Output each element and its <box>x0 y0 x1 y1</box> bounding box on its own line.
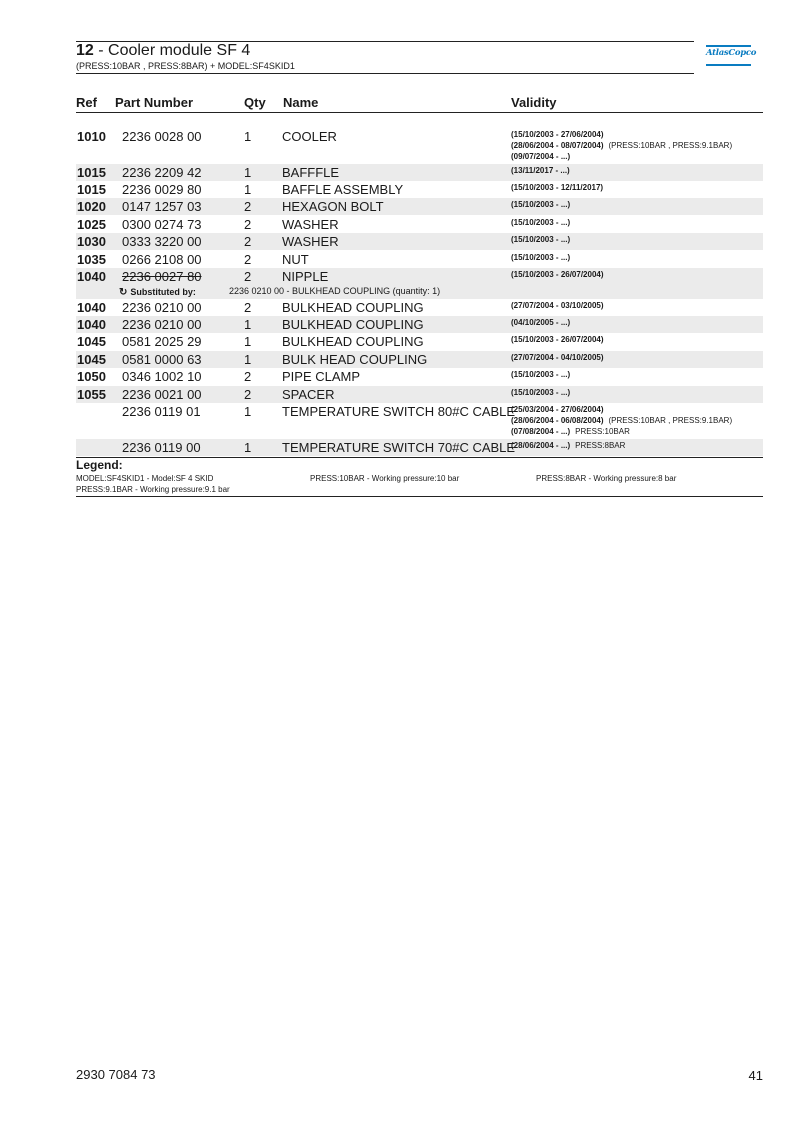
column-header-validity: Validity <box>511 95 557 110</box>
table-row <box>76 198 763 215</box>
validity-cell <box>511 182 603 193</box>
table-header-rule <box>76 112 763 113</box>
validity-date: (15/10/2003 - ...) <box>511 253 571 262</box>
validity-line <box>511 404 732 415</box>
qty-cell: 2 <box>244 300 252 315</box>
part-number-cell: 0333 3220 00 <box>122 234 202 249</box>
validity-cell <box>511 217 570 228</box>
table-row <box>76 233 763 250</box>
table-row <box>76 216 763 233</box>
part-number-cell: 2236 0028 00 <box>122 129 202 144</box>
validity-line <box>511 129 732 140</box>
substitution-label <box>119 287 196 298</box>
part-number-cell: 2236 0119 00 <box>122 440 201 455</box>
validity-cell <box>511 300 604 311</box>
validity-date: (15/10/2003 - ...) <box>511 370 571 379</box>
substitution-text: 2236 0210 00 - BULKHEAD COUPLING (quantity: 1) <box>229 286 441 296</box>
qty-cell: 1 <box>244 404 252 419</box>
validity-line <box>511 352 604 363</box>
name-cell: BAFFLE ASSEMBLY <box>282 182 404 197</box>
validity-date: (15/10/2003 - ...) <box>511 235 571 244</box>
name-cell: TEMPERATURE SWITCH 80#C CABLE <box>282 404 516 419</box>
name-cell: COOLER <box>282 129 337 144</box>
name-cell: NUT <box>282 252 309 267</box>
validity-date: (15/10/2003 - 26/07/2004) <box>511 270 604 279</box>
name-cell: PIPE CLAMP <box>282 369 361 384</box>
validity-date: (15/10/2003 - 12/11/2017) <box>511 183 604 192</box>
name-cell: BULKHEAD COUPLING <box>282 334 424 349</box>
validity-date: (07/08/2004 - ...) <box>511 427 571 436</box>
part-number-cell: 0581 2025 29 <box>122 334 202 349</box>
name-cell: TEMPERATURE SWITCH 70#C CABLE <box>282 440 516 455</box>
ref-cell: 1045 <box>77 334 106 349</box>
qty-cell: 2 <box>244 387 252 402</box>
validity-cell <box>511 269 604 280</box>
validity-date: (13/11/2017 - ...) <box>511 166 570 175</box>
qty-cell: 1 <box>244 165 252 180</box>
table-row <box>76 316 763 333</box>
validity-condition: PRESS:8BAR <box>575 441 626 450</box>
validity-date: (15/10/2003 - ...) <box>511 388 571 397</box>
logo-top-bar <box>706 45 751 47</box>
name-cell: BAFFFLE <box>282 165 340 180</box>
table-row <box>76 164 763 181</box>
qty-cell: 2 <box>244 252 252 267</box>
page-title <box>76 42 250 59</box>
table-row <box>76 386 763 403</box>
validity-line <box>511 334 604 345</box>
column-header-part-number: Part Number <box>115 95 194 110</box>
validity-line <box>511 269 604 280</box>
validity-line <box>511 317 570 328</box>
validity-cell <box>511 334 604 345</box>
part-number-cell: 2236 0119 01 <box>122 404 201 419</box>
legend-item: PRESS:8BAR - Working pressure:8 bar <box>536 474 677 483</box>
page-number: 41 <box>748 1068 763 1083</box>
ref-cell: 1040 <box>77 269 106 284</box>
name-cell: BULKHEAD COUPLING <box>282 300 424 315</box>
part-number-cell: 2236 0021 00 <box>122 387 202 402</box>
ref-cell: 1020 <box>77 199 106 214</box>
qty-cell: 2 <box>244 369 252 384</box>
table-row <box>76 251 763 268</box>
validity-cell <box>511 387 570 398</box>
part-number-cell: 2236 0210 00 <box>122 300 202 315</box>
qty-cell: 1 <box>244 352 252 367</box>
part-number-cell: 0346 1002 10 <box>122 369 202 384</box>
name-cell: BULKHEAD COUPLING <box>282 317 424 332</box>
validity-cell <box>511 129 732 162</box>
validity-line <box>511 426 732 437</box>
validity-date: (28/06/2004 - 06/08/2004) <box>511 416 604 425</box>
ref-cell: 1040 <box>77 317 106 332</box>
name-cell: WASHER <box>282 217 339 232</box>
part-number-cell: 0581 0000 63 <box>122 352 202 367</box>
table-row <box>76 128 763 164</box>
validity-date: (27/07/2004 - 04/10/2005) <box>511 353 604 362</box>
validity-cell <box>511 404 732 437</box>
part-number-cell: 0147 1257 03 <box>122 199 202 214</box>
substitution-row <box>76 285 763 299</box>
part-number-cell: 0266 2108 00 <box>122 252 202 267</box>
document-number: 2930 7084 73 <box>76 1067 156 1082</box>
validity-cell <box>511 234 570 245</box>
name-cell: NIPPLE <box>282 269 329 284</box>
ref-cell: 1040 <box>77 300 106 315</box>
section-number: 12 <box>76 42 94 59</box>
table-row <box>76 333 763 350</box>
validity-line <box>511 252 570 263</box>
validity-line <box>511 151 732 162</box>
name-cell: HEXAGON BOLT <box>282 199 384 214</box>
ref-cell: 1030 <box>77 234 106 249</box>
validity-condition: PRESS:10BAR <box>575 427 630 436</box>
table-row <box>76 181 763 198</box>
validity-date: (15/10/2003 - 27/06/2004) <box>511 130 604 139</box>
validity-cell <box>511 440 625 451</box>
table-row <box>76 439 763 456</box>
part-number-cell: 2236 2209 42 <box>122 165 202 180</box>
ref-cell: 1015 <box>77 182 106 197</box>
logo-text: AtlasCopco <box>706 48 757 58</box>
qty-cell: 1 <box>244 129 252 144</box>
ref-cell: 1055 <box>77 387 106 402</box>
validity-date: (28/06/2004 - ...) <box>511 441 571 450</box>
qty-cell: 2 <box>244 269 252 284</box>
part-number-cell: 2236 0027 80 <box>122 269 202 284</box>
header-bottom-rule <box>76 73 694 74</box>
qty-cell: 1 <box>244 182 252 197</box>
substitution-label-text: Substituted by: <box>130 287 196 297</box>
legend-title: Legend: <box>76 458 123 472</box>
validity-line <box>511 217 570 228</box>
validity-cell <box>511 317 570 328</box>
ref-cell: 1045 <box>77 352 106 367</box>
validity-cell <box>511 165 570 176</box>
validity-date: (28/06/2004 - 08/07/2004) <box>511 141 604 150</box>
part-number-cell: 2236 0029 80 <box>122 182 202 197</box>
validity-cell <box>511 199 570 210</box>
name-cell: BULK HEAD COUPLING <box>282 352 428 367</box>
validity-cell <box>511 352 604 363</box>
validity-cell <box>511 369 570 380</box>
validity-line <box>511 165 570 176</box>
column-header-ref: Ref <box>76 95 97 110</box>
legend-item: MODEL:SF4SKID1 - Model:SF 4 SKID <box>76 474 214 483</box>
table-row <box>76 368 763 385</box>
validity-line <box>511 415 732 426</box>
table-end-rule <box>76 457 763 458</box>
ref-cell: 1025 <box>77 217 106 232</box>
part-number-cell: 0300 0274 73 <box>122 217 202 232</box>
table-row <box>76 351 763 368</box>
name-cell: WASHER <box>282 234 339 249</box>
ref-cell: 1015 <box>77 165 106 180</box>
part-number-cell: 2236 0210 00 <box>122 317 202 332</box>
validity-date: (15/10/2003 - 26/07/2004) <box>511 335 604 344</box>
table-row <box>76 299 763 316</box>
qty-cell: 2 <box>244 199 252 214</box>
legend-item: PRESS:10BAR - Working pressure:10 bar <box>310 474 460 483</box>
validity-line <box>511 387 570 398</box>
qty-cell: 1 <box>244 440 252 455</box>
section-title: - Cooler module SF 4 <box>93 42 251 59</box>
validity-line <box>511 440 625 451</box>
ref-cell: 1010 <box>77 129 106 144</box>
validity-line <box>511 234 570 245</box>
refresh-icon: ↻ <box>119 287 128 298</box>
validity-line <box>511 182 603 193</box>
qty-cell: 1 <box>244 317 252 332</box>
ref-cell: 1035 <box>77 252 106 267</box>
validity-line <box>511 199 570 210</box>
qty-cell: 1 <box>244 334 252 349</box>
validity-line <box>511 369 570 380</box>
table-row <box>76 268 763 285</box>
qty-cell: 2 <box>244 234 252 249</box>
atlas-copco-logo <box>706 45 757 67</box>
validity-date: (27/07/2004 - 03/10/2005) <box>511 301 604 310</box>
validity-date: (15/10/2003 - ...) <box>511 218 571 227</box>
validity-condition: (PRESS:10BAR , PRESS:9.1BAR) <box>608 141 733 150</box>
validity-line <box>511 140 732 151</box>
validity-date: (04/10/2005 - ...) <box>511 318 571 327</box>
name-cell: SPACER <box>282 387 335 402</box>
validity-line <box>511 300 604 311</box>
validity-cell <box>511 252 570 263</box>
table-row <box>76 403 763 439</box>
column-header-qty: Qty <box>244 95 266 110</box>
logo-bottom-bar <box>706 64 751 66</box>
validity-date: (25/03/2004 - 27/06/2004) <box>511 405 604 414</box>
validity-condition: (PRESS:10BAR , PRESS:9.1BAR) <box>608 416 733 425</box>
validity-date: (15/10/2003 - ...) <box>511 200 571 209</box>
column-header-name: Name <box>283 95 319 110</box>
qty-cell: 2 <box>244 217 252 232</box>
validity-date: (09/07/2004 - ...) <box>511 152 571 161</box>
legend-item: PRESS:9.1BAR - Working pressure:9.1 bar <box>76 485 230 494</box>
legend-bottom-rule <box>76 496 763 497</box>
ref-cell: 1050 <box>77 369 106 384</box>
section-subtitle: (PRESS:10BAR , PRESS:8BAR) + MODEL:SF4SKID1 <box>76 61 295 71</box>
